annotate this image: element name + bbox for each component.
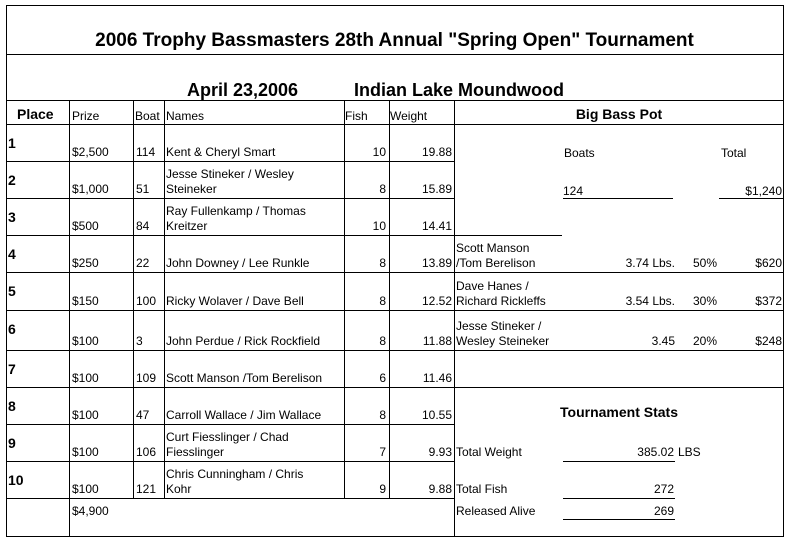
row-fish: 10: [372, 145, 386, 159]
row-prize: $250: [72, 256, 99, 270]
total-fish-label: Total Fish: [456, 482, 508, 496]
total-weight-value: 385.02: [637, 445, 674, 459]
row-names: Kent & Cheryl Smart: [166, 145, 276, 159]
winner-names: Wesley Steineker: [456, 334, 550, 348]
row-fish: 9: [379, 482, 386, 496]
col-line: [454, 100, 455, 537]
right-line: [454, 124, 784, 125]
weight-underline: [562, 350, 674, 351]
row-boat: 3: [136, 334, 143, 348]
winner-percent: 30%: [692, 294, 717, 308]
header-big-bass-pot: Big Bass Pot: [575, 106, 663, 122]
row-place: 5: [8, 283, 16, 299]
weight-underline: [562, 310, 674, 311]
row-weight: 19.88: [421, 145, 452, 159]
row-fish: 10: [372, 219, 386, 233]
row-place: 1: [8, 135, 16, 151]
row-line: [6, 310, 454, 311]
winner-names: Scott Manson: [456, 241, 530, 255]
row-names: Fiesslinger: [166, 445, 225, 459]
row-boat: 109: [136, 371, 157, 385]
row-place: 10: [8, 472, 24, 488]
header-place: Place: [17, 106, 54, 122]
row-weight: 10.55: [421, 408, 452, 422]
tournament-title: 2006 Trophy Bassmasters 28th Annual "Spring Open" Tournament: [95, 30, 694, 51]
row-boat: 114: [136, 145, 156, 159]
winner-names: /Tom Berelison: [456, 256, 536, 270]
amount-underline: [719, 350, 783, 351]
row-boat: 47: [136, 408, 150, 422]
row-prize: $2,500: [72, 145, 109, 159]
row-place: 7: [8, 361, 16, 377]
row-place: 9: [8, 435, 16, 451]
row-fish: 7: [379, 445, 386, 459]
big-bass-total-value: $1,240: [745, 184, 782, 198]
row-weight: 13.89: [421, 256, 452, 270]
winner-percent: 20%: [692, 334, 717, 348]
big-bass-boats-value: 124: [563, 184, 584, 198]
row-names: Kohr: [166, 482, 192, 496]
right-line: [454, 387, 784, 388]
row-prize: $100: [72, 334, 99, 348]
row-names: John Perdue / Rick Rockfield: [166, 334, 321, 348]
tournament-date: April 23,2006: [187, 80, 299, 100]
row-weight: 9.88: [428, 482, 452, 496]
row-boat: 84: [136, 219, 150, 233]
row-prize: $1,000: [72, 182, 109, 196]
row-line: [6, 161, 454, 162]
stats-underline: [563, 519, 675, 520]
row-boat: 106: [136, 445, 157, 459]
winner-names: Richard Rickleffs: [456, 294, 546, 308]
row-prize: $150: [72, 294, 99, 308]
right-line: [454, 235, 562, 236]
total-underline: [719, 198, 783, 199]
title-divider: [6, 54, 784, 55]
row-names: Kreitzer: [166, 219, 208, 233]
winner-amount: $372: [755, 294, 782, 308]
row-names: Chris Cunningham / Chris: [166, 467, 304, 481]
row-boat: 121: [136, 482, 157, 496]
row-place: 6: [8, 321, 16, 337]
header-prize: Prize: [72, 109, 100, 123]
row-names: Curt Fiesslinger / Chad: [166, 430, 289, 444]
row-line: [6, 424, 454, 425]
winner-amount: $620: [755, 256, 782, 270]
col-line: [69, 100, 70, 537]
row-fish: 6: [379, 371, 386, 385]
subtitle-divider: [6, 100, 784, 101]
winner-names: Dave Hanes /: [456, 279, 529, 293]
winner-weight: 3.74 Lbs.: [625, 256, 675, 270]
stats-heading: Tournament Stats: [560, 404, 678, 420]
col-line: [164, 100, 165, 498]
row-weight: 12.52: [421, 294, 452, 308]
row-place: 8: [8, 398, 16, 414]
tournament-location: Indian Lake Moundwood: [354, 80, 564, 100]
row-prize: $500: [72, 219, 99, 233]
border-left: [6, 5, 7, 537]
winner-weight: 3.45: [651, 334, 675, 348]
row-place: 3: [8, 209, 16, 225]
row-fish: 8: [379, 182, 386, 196]
row-line: [6, 498, 454, 499]
released-value: 269: [653, 504, 674, 518]
header-names: Names: [166, 109, 205, 123]
header-fish: Fish: [345, 109, 368, 123]
row-names: Steineker: [166, 182, 217, 196]
row-names: Jesse Stineker / Wesley: [166, 167, 294, 181]
row-line: [6, 235, 454, 236]
header-boat: Boat: [135, 109, 160, 123]
row-line: [6, 387, 454, 388]
col-line: [133, 100, 134, 498]
winner-amount: $248: [755, 334, 782, 348]
total-weight-unit: LBS: [678, 445, 701, 459]
row-line: [6, 350, 454, 351]
released-label: Released Alive: [456, 504, 536, 518]
total-fish-value: 272: [653, 482, 674, 496]
stats-underline: [563, 498, 675, 499]
header-weight: Weight: [390, 109, 428, 123]
row-prize: $100: [72, 445, 99, 459]
border-top: [6, 5, 784, 6]
row-weight: 15.89: [421, 182, 452, 196]
row-fish: 8: [379, 256, 386, 270]
row-fish: 8: [379, 294, 386, 308]
row-place: 2: [8, 172, 16, 188]
row-fish: 8: [379, 334, 386, 348]
boats-underline: [563, 198, 673, 199]
row-boat: 22: [136, 256, 150, 270]
prize-total: $4,900: [72, 504, 109, 518]
row-line: [6, 461, 454, 462]
winner-percent: 50%: [692, 256, 717, 270]
row-weight: 9.93: [428, 445, 452, 459]
winner-weight: 3.54 Lbs.: [625, 294, 675, 308]
row-prize: $100: [72, 371, 99, 385]
row-names: Carroll Wallace / Jim Wallace: [166, 408, 322, 422]
row-line: [6, 124, 454, 125]
amount-underline: [719, 272, 783, 273]
row-line: [6, 272, 454, 273]
row-line: [6, 198, 454, 199]
row-prize: $100: [72, 408, 99, 422]
row-names: John Downey / Lee Runkle: [166, 256, 310, 270]
row-place: 4: [8, 246, 16, 262]
row-boat: 51: [136, 182, 150, 196]
row-boat: 100: [136, 294, 157, 308]
big-bass-boats-label: Boats: [564, 146, 595, 160]
row-weight: 11.46: [422, 371, 452, 385]
stats-underline: [563, 461, 675, 462]
border-bottom: [6, 536, 784, 537]
row-weight: 11.88: [422, 334, 452, 348]
row-weight: 14.41: [421, 219, 452, 233]
row-prize: $100: [72, 482, 99, 496]
big-bass-total-label: Total: [721, 146, 747, 160]
row-names: Scott Manson /Tom Berelison: [166, 371, 323, 385]
weight-underline: [562, 272, 674, 273]
total-weight-label: Total Weight: [456, 445, 522, 459]
row-names: Ray Fullenkamp / Thomas: [166, 204, 306, 218]
border-right: [783, 5, 784, 537]
row-fish: 8: [379, 408, 386, 422]
amount-underline: [719, 310, 783, 311]
row-names: Ricky Wolaver / Dave Bell: [166, 294, 304, 308]
winner-names: Jesse Stineker /: [456, 319, 542, 333]
